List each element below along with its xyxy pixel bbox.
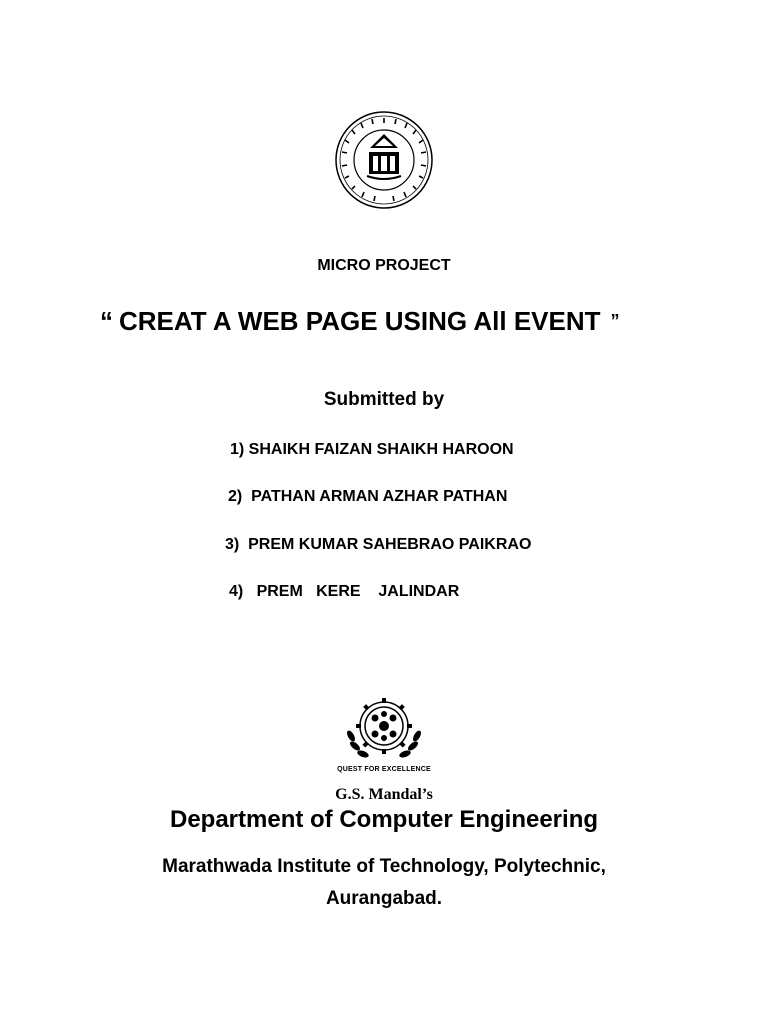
project-type-label: MICRO PROJECT (317, 257, 451, 274)
member-4: 4) PREM KERE JALINDAR (229, 583, 460, 600)
submitted-by-heading: Submitted by (323, 389, 445, 410)
emblem-caption: QUEST FOR EXCELLENCE (337, 766, 431, 773)
institute-line-2: Aurangabad. (325, 888, 443, 909)
msbte-seal-icon (334, 110, 434, 210)
department-name: Department of Computer Engineering (169, 806, 599, 833)
member-2: 2) PATHAN ARMAN AZHAR PATHAN (228, 488, 508, 505)
title-close-quote: ” (610, 311, 620, 331)
member-3: 3) PREM KUMAR SAHEBRAO PAIKRAO (225, 536, 532, 553)
title-open-quote: “ (100, 306, 113, 336)
organization-name: G.S. Mandal’s (335, 786, 433, 803)
gs-mandal-emblem-icon (341, 696, 427, 764)
project-title (100, 306, 680, 337)
member-1: 1) SHAIKH FAIZAN SHAIKH HAROON (230, 441, 514, 458)
project-title-text: CREAT A WEB PAGE USING All EVENT (119, 306, 601, 336)
institute-line-1: Marathwada Institute of Technology, Polytechnic, (162, 856, 606, 877)
